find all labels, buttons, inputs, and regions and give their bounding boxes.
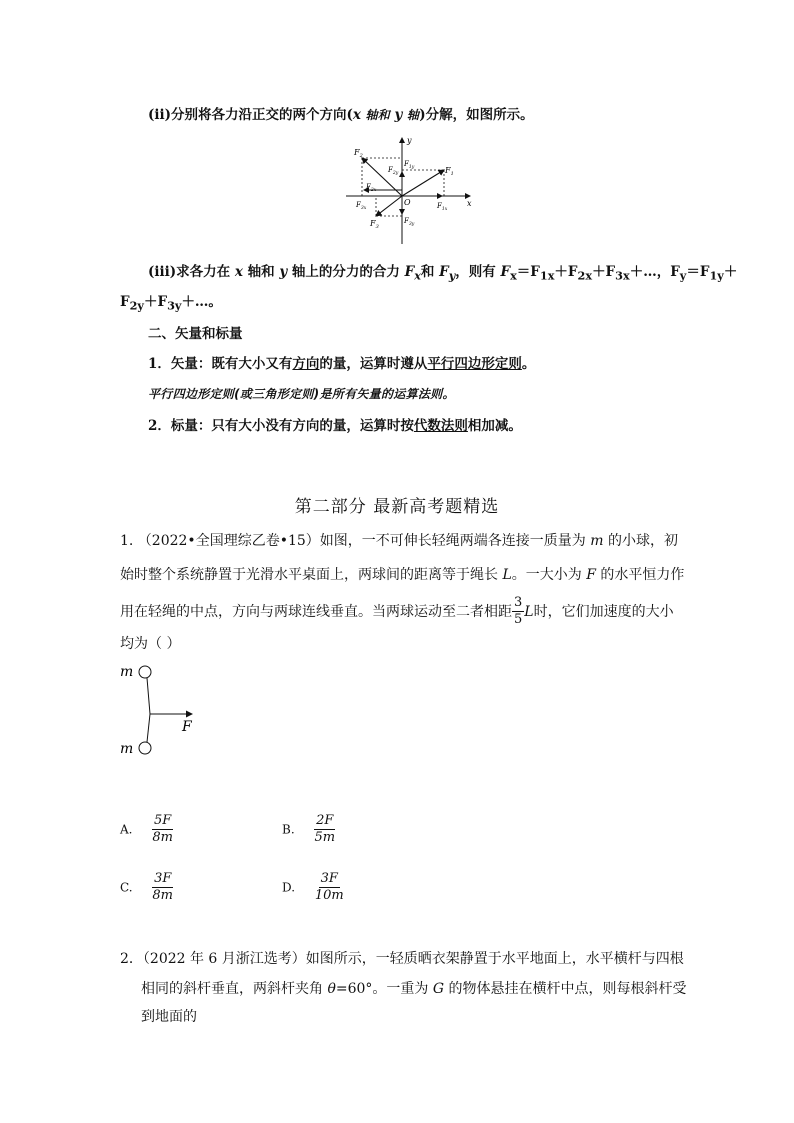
F2x-label: $F_{2x}$ xyxy=(366,183,377,193)
vector-definition: 1．矢量：既有大小又有方向的量，运算时遵从平行四边形定则。 xyxy=(148,356,536,372)
F3-label: $F_3$ xyxy=(370,219,379,230)
fraction-three-fifths: $\frac{3}{5}$ xyxy=(514,595,523,628)
q1-line1: 1. （2022•全国理综乙卷•15）如图，一不可伸长轻绳两端各连接一质量为 m 的小球，初 xyxy=(120,533,678,549)
q1-rope-balls-figure xyxy=(110,656,210,762)
mass-label-bottom: m xyxy=(120,741,134,757)
option-b[interactable]: B. $\frac{2F}{5m}$ xyxy=(282,813,336,846)
ball-bottom xyxy=(139,742,151,754)
scalar-definition: 2．标量：只有大小没有方向的量，运算时按代数法则相加减。 xyxy=(148,418,522,434)
step-iii-line2: $F_{2y}+F_{3y}+\dots$。 xyxy=(120,294,222,313)
q1-line2: 始时整个系统静置于光滑水平桌面上，两球间的距离等于绳长 L。一大小为 F 的水平恒力作 xyxy=(120,567,685,583)
F1-vector xyxy=(402,170,444,196)
F1y-label: $F_{1y}$ xyxy=(404,160,415,170)
F1-label: $F_1$ xyxy=(445,166,454,177)
section-heading-vector-scalar: 二、矢量和标量 xyxy=(148,326,243,342)
q1-line4: 均为（ ） xyxy=(120,636,181,652)
step-ii-text: (ii)分别将各力沿正交的两个方向(x 轴和 y 轴)分解，如图所示。 xyxy=(148,107,534,123)
q1-line3: 用在轻绳的中点，方向与两球连线垂直。当两球运动至二者相距 $\frac{3}{5}$ L时，它们加速度的大小 xyxy=(120,595,674,628)
q2-line1: 2．（2022 年 6 月浙江选考）如图所示，一轻质晒衣架静置于水平地面上，水平横杆与四根 xyxy=(120,951,684,967)
part-two-title: 第二部分 最新高考题精选 xyxy=(294,497,500,517)
F3y-label: $F_{3y}$ xyxy=(404,217,415,227)
step-iii-line1: (iii)求各力在 x 轴和 y 轴上的分力的合力 $F_x$和 $F_y$，则有 $F_x=F_{1x}+F_{2x}+F_{3x}+\dots$，$F_y=F_{1y}+$ xyxy=(148,264,738,283)
q2-line2: 相同的斜杆垂直，两斜杆夹角 θ=60°。一重为 G 的物体悬挂在横杆中点，则每根斜杆受 xyxy=(141,981,687,997)
force-label: F xyxy=(182,719,192,735)
handwritten-note: 平行四边形定则(或三角形定则)是所有矢量的运算法则。 xyxy=(148,387,455,401)
origin-label: O xyxy=(404,198,411,207)
option-d[interactable]: D. $\frac{3F}{10m}$ xyxy=(282,871,344,904)
option-a[interactable]: A. $\frac{5F}{8m}$ xyxy=(120,813,173,846)
rope-upper xyxy=(147,678,150,714)
y-axis-label: y xyxy=(407,136,412,145)
option-c[interactable]: C. $\frac{3F}{8m}$ xyxy=(120,871,174,904)
force-decomposition-diagram xyxy=(340,132,480,247)
F3x-label: $F_{3x}$ xyxy=(356,201,367,211)
F2y-label: $F_{2y}$ xyxy=(388,166,399,176)
x-axis-label: x xyxy=(467,199,472,208)
mass-label-top: m xyxy=(120,664,134,680)
F2-label: $F_2$ xyxy=(354,148,363,159)
F3-vector xyxy=(376,196,402,216)
rope-lower xyxy=(147,714,150,742)
ball-top xyxy=(139,666,151,678)
F1x-label: $F_{1x}$ xyxy=(437,202,448,212)
q2-line3: 到地面的 xyxy=(141,1009,197,1025)
